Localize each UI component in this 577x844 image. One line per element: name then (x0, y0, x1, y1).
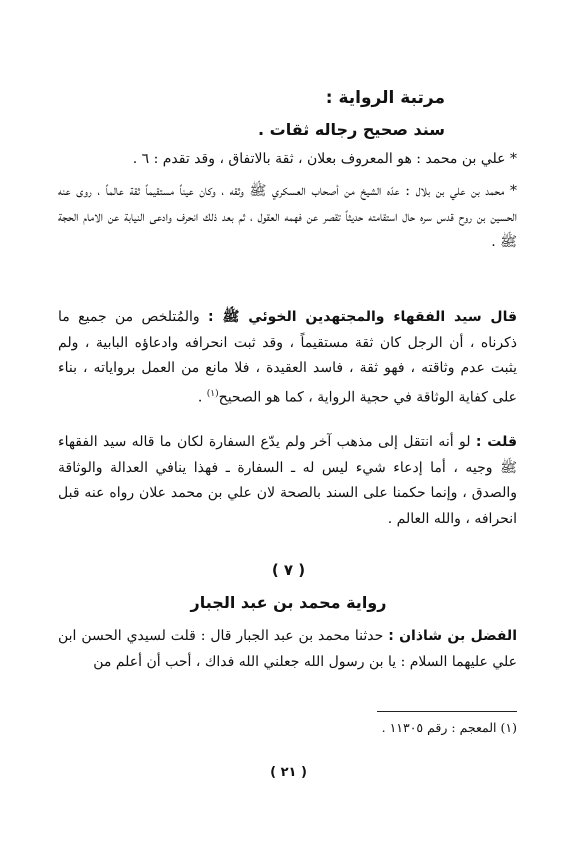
paragraph-ali-bin-muhammad (58, 147, 517, 173)
comment-body: لو أنه انتقل إلى مذهب آخر ولم يدّع السفارة لكان ما قاله سيد الفقهاء ﷺ وجيه ، أما إدعاء شيء ليس له ـ السفارة ـ فهذا ينافي العدالة والوثاقة والصدق ، وإنما حكمنا على السند بالصحة لان علي بن محمد علان رواه عنه قبل انحرافه ، والله العالم . (58, 434, 517, 527)
section-heading: مرتبة الرواية : (325, 88, 445, 108)
quote-body: والمُتلخص من جميع ما ذكرناه ، أن الرجل كان ثقة مستقيماً ، وقد ثبت انحرافه وادعاؤه البابية ، ولم يثبت عدم وثاقته ، فهو ثقة ، فاسد العقيدة ، فلا مانع من العمل برواياته ، بناء على كفاية الوثاقة في حجية الرواية ، كما هو الصحيح (58, 309, 517, 406)
footnote-divider (377, 711, 517, 712)
footnote-ref: (١) (206, 388, 219, 399)
quote-lead: قال سيد الفقهاء والمجتهدين الخوئي ﷺ : (208, 309, 517, 325)
chapter-title: رواية محمد بن عبد الجبار (190, 593, 387, 612)
paragraph-fadl-bin-shadhan (58, 624, 517, 675)
narration-body: حدثنا محمد بن عبد الجبار قال : قلت لسيدي الحسن ابن علي عليهما السلام : يا بن رسول الله جعلني الله فداك ، أحب أن أعلم من (58, 628, 517, 670)
verdict-heading: سند صحيح رجاله ثقات . (258, 120, 445, 139)
page-number: ( ٢١ ) (270, 765, 307, 780)
paragraph-khoei-quote (58, 305, 517, 411)
paragraph-author-comment (58, 430, 517, 532)
paragraph-muhammad-bin-ali (58, 179, 517, 256)
paragraph-text: * علي بن محمد : هو المعروف بعلان ، ثقة بالاتفاق ، وقد تقدم : ٦ . (132, 151, 517, 167)
chapter-number: ( ٧ ) (271, 561, 306, 579)
comment-lead: قلت : (475, 434, 517, 450)
paragraph-text: * محمد بن علي بن بلال : عدّه الشيخ من أصحاب العسكري ﷺ وثقه ، وكان عيناً مستقيماً ثقة عالماً ، روى عنه الحسين بن روح قدس سره حال استقامته حديثاً تقصر عن فهمه العقول ، ثم بعد ذلك انحرف وادعى النيابة عن الامام الحجة ﷺ . (58, 183, 517, 250)
narrator-lead: الفضل بن شاذان : (388, 628, 517, 644)
footnote: (١) المعجم : رقم ١١٣٠٥ . (381, 720, 517, 735)
quote-end: . (197, 389, 207, 406)
